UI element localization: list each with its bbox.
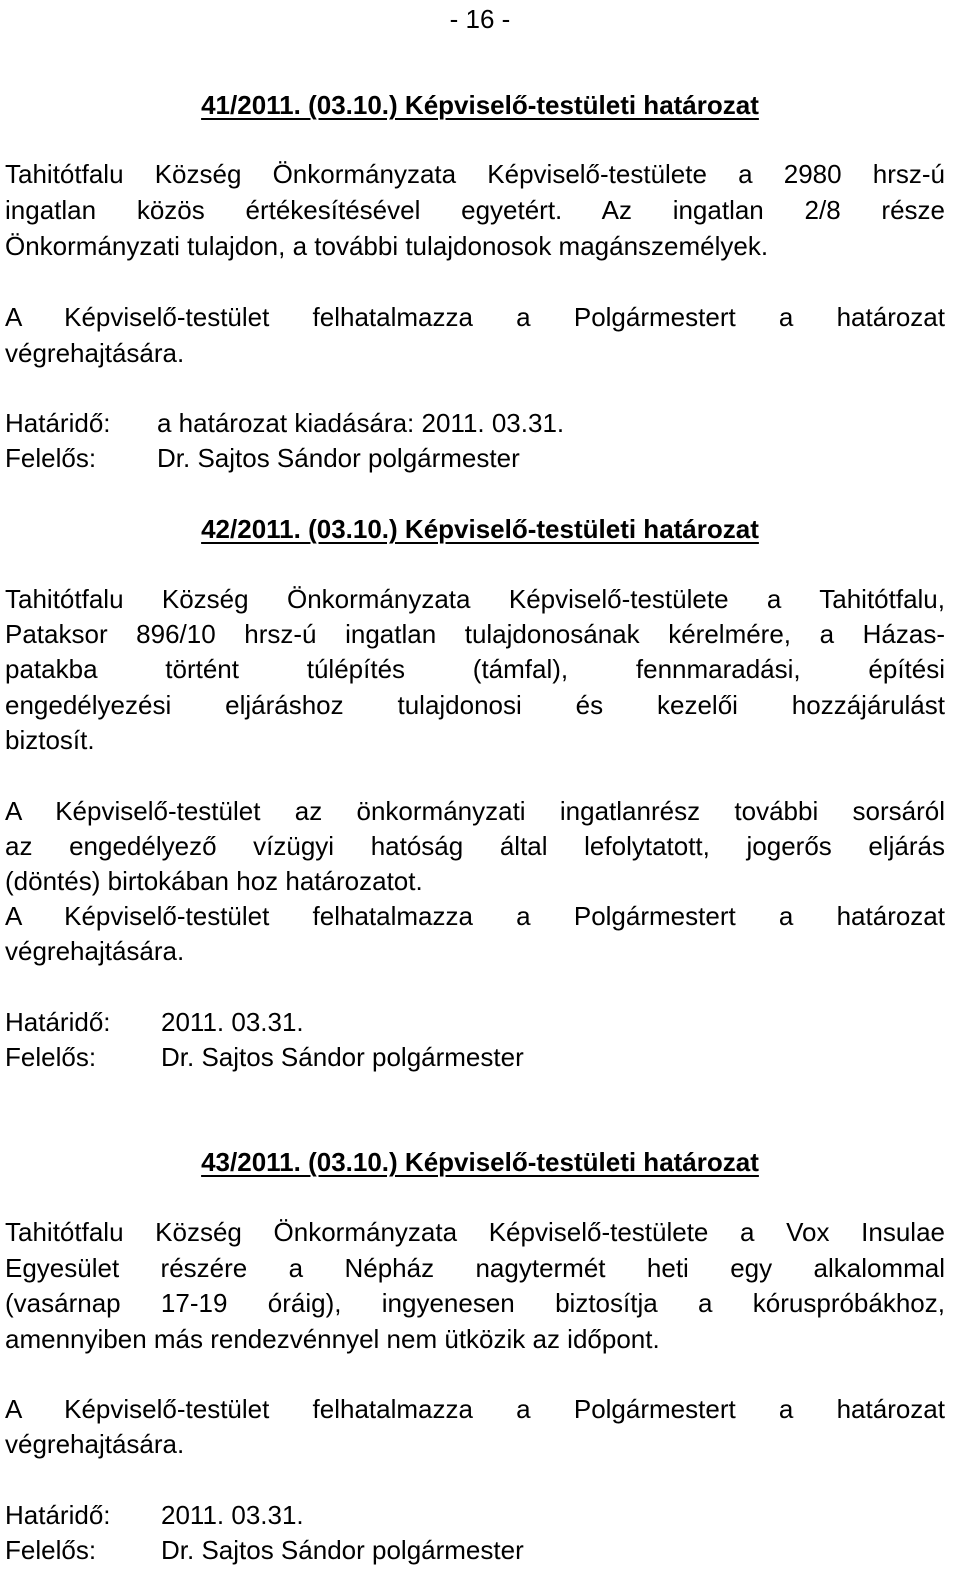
responsible-label: Felelős:	[5, 1535, 97, 1565]
resolution-43-deadline	[5, 1498, 945, 1532]
resolution-42-title: 42/2011. (03.10.) Képviselő-testületi határozat	[201, 514, 759, 544]
deadline-label: Határidő:	[5, 1007, 111, 1037]
resolution-41-deadline	[5, 406, 945, 440]
deadline-value: 2011. 03.31.	[161, 1007, 304, 1037]
resolution-42-authorization-line: A Képviselő-testület felhatalmazza a Polgármestert a határozat	[5, 901, 945, 931]
deadline-label: Határidő:	[5, 408, 111, 438]
resolution-42-body-line: Tahitótfalu Község Önkormányzata Képviselő-testülete a Tahitótfalu,	[5, 584, 945, 614]
resolution-41-title: 41/2011. (03.10.) Képviselő-testületi határozat	[201, 90, 759, 120]
resolution-42-body-line: biztosít.	[5, 725, 95, 755]
resolution-43-authorization-line: végrehajtására.	[5, 1429, 185, 1459]
resolution-41-responsible	[5, 441, 945, 475]
responsible-label: Felelős:	[5, 443, 97, 473]
resolution-43-authorization-line: A Képviselő-testület felhatalmazza a Polgármestert a határozat	[5, 1394, 945, 1424]
resolution-43-responsible	[5, 1533, 945, 1567]
responsible-value: Dr. Sajtos Sándor polgármester	[161, 1535, 524, 1565]
deadline-value: a határozat kiadására: 2011. 03.31.	[157, 408, 565, 438]
page-number: - 16 -	[449, 4, 511, 34]
resolution-43-title: 43/2011. (03.10.) Képviselő-testületi határozat	[201, 1147, 759, 1177]
resolution-43-body-line: Egyesület részére a Népház nagytermét heti egy alkalommal	[5, 1253, 945, 1283]
resolution-41-authorization-line: A Képviselő-testület felhatalmazza a Polgármestert a határozat	[5, 302, 945, 332]
deadline-label: Határidő:	[5, 1500, 111, 1530]
resolution-42-body-line: Pataksor 896/10 hrsz-ú ingatlan tulajdonosának kérelmére, a Házas-	[5, 619, 945, 649]
resolution-43-body-line: Tahitótfalu Község Önkormányzata Képviselő-testülete a Vox Insulae	[5, 1217, 945, 1247]
resolution-42-body-line: patakba történt túlépítés (támfal), fennmaradási, építési	[5, 654, 945, 684]
resolution-42-extra-line: A Képviselő-testület az önkormányzati ingatlanrész további sorsáról	[5, 796, 945, 826]
responsible-label: Felelős:	[5, 1042, 97, 1072]
resolution-42-responsible	[5, 1040, 945, 1074]
resolution-41-body-line: ingatlan közös értékesítésével egyetért. Az ingatlan 2/8 része	[5, 195, 945, 225]
resolution-42-body-line: engedélyezési eljáráshoz tulajdonosi és kezelői hozzájárulást	[5, 690, 945, 720]
deadline-value: 2011. 03.31.	[161, 1500, 304, 1530]
resolution-42-deadline	[5, 1005, 945, 1039]
resolution-41-body-line: Önkormányzati tulajdon, a további tulajdonosok magánszemélyek.	[5, 231, 769, 261]
resolution-42-extra-line: (döntés) birtokában hoz határozatot.	[5, 866, 423, 896]
resolution-43-body-line: amennyiben más rendezvénnyel nem ütközik az időpont.	[5, 1324, 660, 1354]
responsible-value: Dr. Sajtos Sándor polgármester	[157, 443, 520, 473]
resolution-41-body-line: Tahitótfalu Község Önkormányzata Képviselő-testülete a 2980 hrsz-ú	[5, 159, 945, 189]
resolution-42-extra-line: az engedélyező vízügyi hatóság által lefolytatott, jogerős eljárás	[5, 831, 945, 861]
resolution-41-authorization-line: végrehajtására.	[5, 338, 185, 368]
resolution-43-body-line: (vasárnap 17-19 óráig), ingyenesen biztosítja a kóruspróbákhoz,	[5, 1288, 945, 1318]
responsible-value: Dr. Sajtos Sándor polgármester	[161, 1042, 524, 1072]
resolution-42-authorization-line: végrehajtására.	[5, 936, 185, 966]
